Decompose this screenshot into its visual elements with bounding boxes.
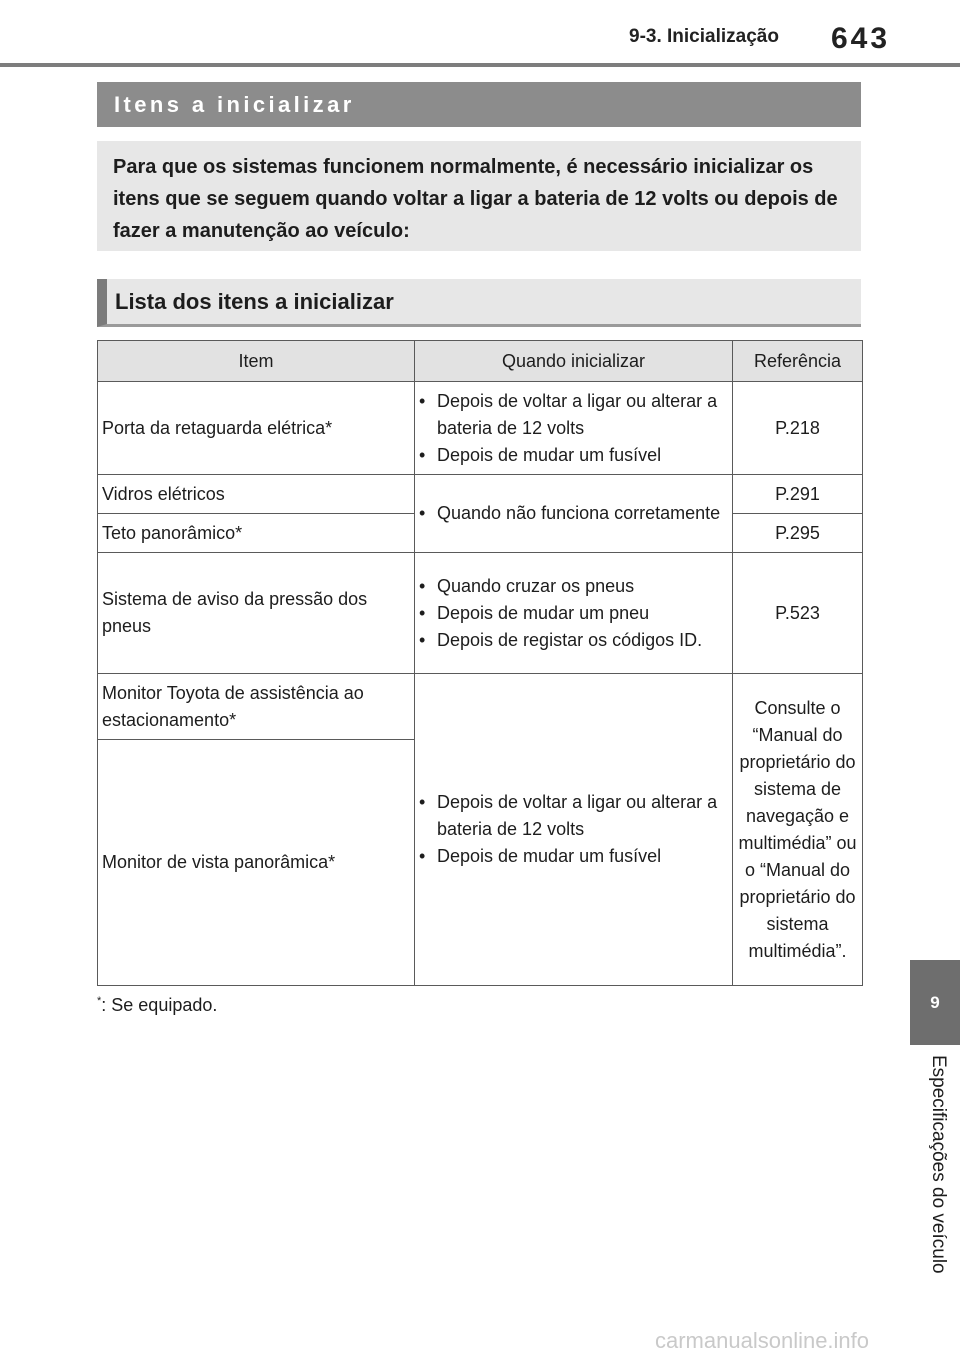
header-rule bbox=[0, 63, 960, 67]
intro-box bbox=[97, 141, 861, 251]
header-when: Quando inicializar bbox=[415, 341, 733, 382]
header-reference: Referência bbox=[733, 341, 863, 382]
table-row bbox=[98, 553, 863, 674]
watermark: carmanualsonline.info bbox=[655, 1328, 870, 1353]
header-item: Item bbox=[98, 341, 415, 382]
when-bullet: • Depois de mudar um fusível bbox=[419, 843, 728, 870]
item-cell: Vidros elétricos bbox=[98, 475, 415, 514]
sub-heading bbox=[97, 279, 861, 327]
footnote-mark: * bbox=[97, 995, 102, 1007]
chapter-tab bbox=[910, 960, 960, 1045]
when-bullet: • Depois de mudar um pneu bbox=[419, 600, 728, 627]
page-number: 643 bbox=[831, 22, 891, 55]
chapter-label: Especificações do veículo bbox=[928, 1055, 949, 1274]
reference-cell: P.291 bbox=[733, 475, 863, 514]
table-header-row bbox=[98, 341, 863, 382]
when-bullet: • Depois de voltar a ligar ou alterar a bateria de 12 volts bbox=[419, 789, 728, 843]
when-cell bbox=[415, 382, 733, 475]
sub-heading-text: Lista dos itens a inicializar bbox=[115, 288, 394, 314]
reference-cell: P.523 bbox=[733, 553, 863, 674]
item-cell: Teto panorâmico* bbox=[98, 514, 415, 553]
item-cell: Porta da retaguarda elétrica* bbox=[98, 382, 415, 475]
intro-text: Para que os sistemas funcionem normalmente, é necessário inicializar os itens que se seguem quando voltar a ligar a bateria de 12 volts ou depois de fazer a manutenção ao veículo: bbox=[113, 156, 838, 242]
when-bullet: • Quando cruzar os pneus bbox=[419, 573, 728, 600]
when-bullet: • Quando não funciona corretamente bbox=[419, 500, 728, 527]
table-row bbox=[98, 475, 863, 514]
when-cell bbox=[415, 475, 733, 553]
chapter-number: 9 bbox=[930, 992, 940, 1012]
initialization-table bbox=[97, 340, 863, 986]
when-bullet: • Depois de mudar um fusível bbox=[419, 442, 728, 469]
footnote-text: : Se equipado. bbox=[101, 995, 218, 1015]
reference-cell: Consulte o “Manual do proprietário do sistema de navegação e multimédia” ou o “Manual do proprietário do sistema multimédia”. bbox=[733, 674, 863, 986]
reference-cell: P.295 bbox=[733, 514, 863, 553]
when-cell bbox=[415, 553, 733, 674]
when-bullet: • Depois de voltar a ligar ou alterar a bateria de 12 volts bbox=[419, 388, 728, 442]
when-cell bbox=[415, 674, 733, 986]
title-bar-text: Itens a inicializar bbox=[114, 91, 355, 117]
title-bar bbox=[97, 82, 861, 127]
when-bullet: • Depois de registar os códigos ID. bbox=[419, 627, 728, 654]
footnote bbox=[97, 995, 217, 1016]
item-cell: Monitor de vista panorâmica* bbox=[98, 740, 415, 986]
item-cell: Sistema de aviso da pressão dos pneus bbox=[98, 553, 415, 674]
section-title: 9-3. Inicialização bbox=[629, 26, 779, 47]
item-cell: Monitor Toyota de assistência ao estacionamento* bbox=[98, 674, 415, 740]
table-row bbox=[98, 674, 863, 740]
table-row bbox=[98, 382, 863, 475]
reference-cell: P.218 bbox=[733, 382, 863, 475]
